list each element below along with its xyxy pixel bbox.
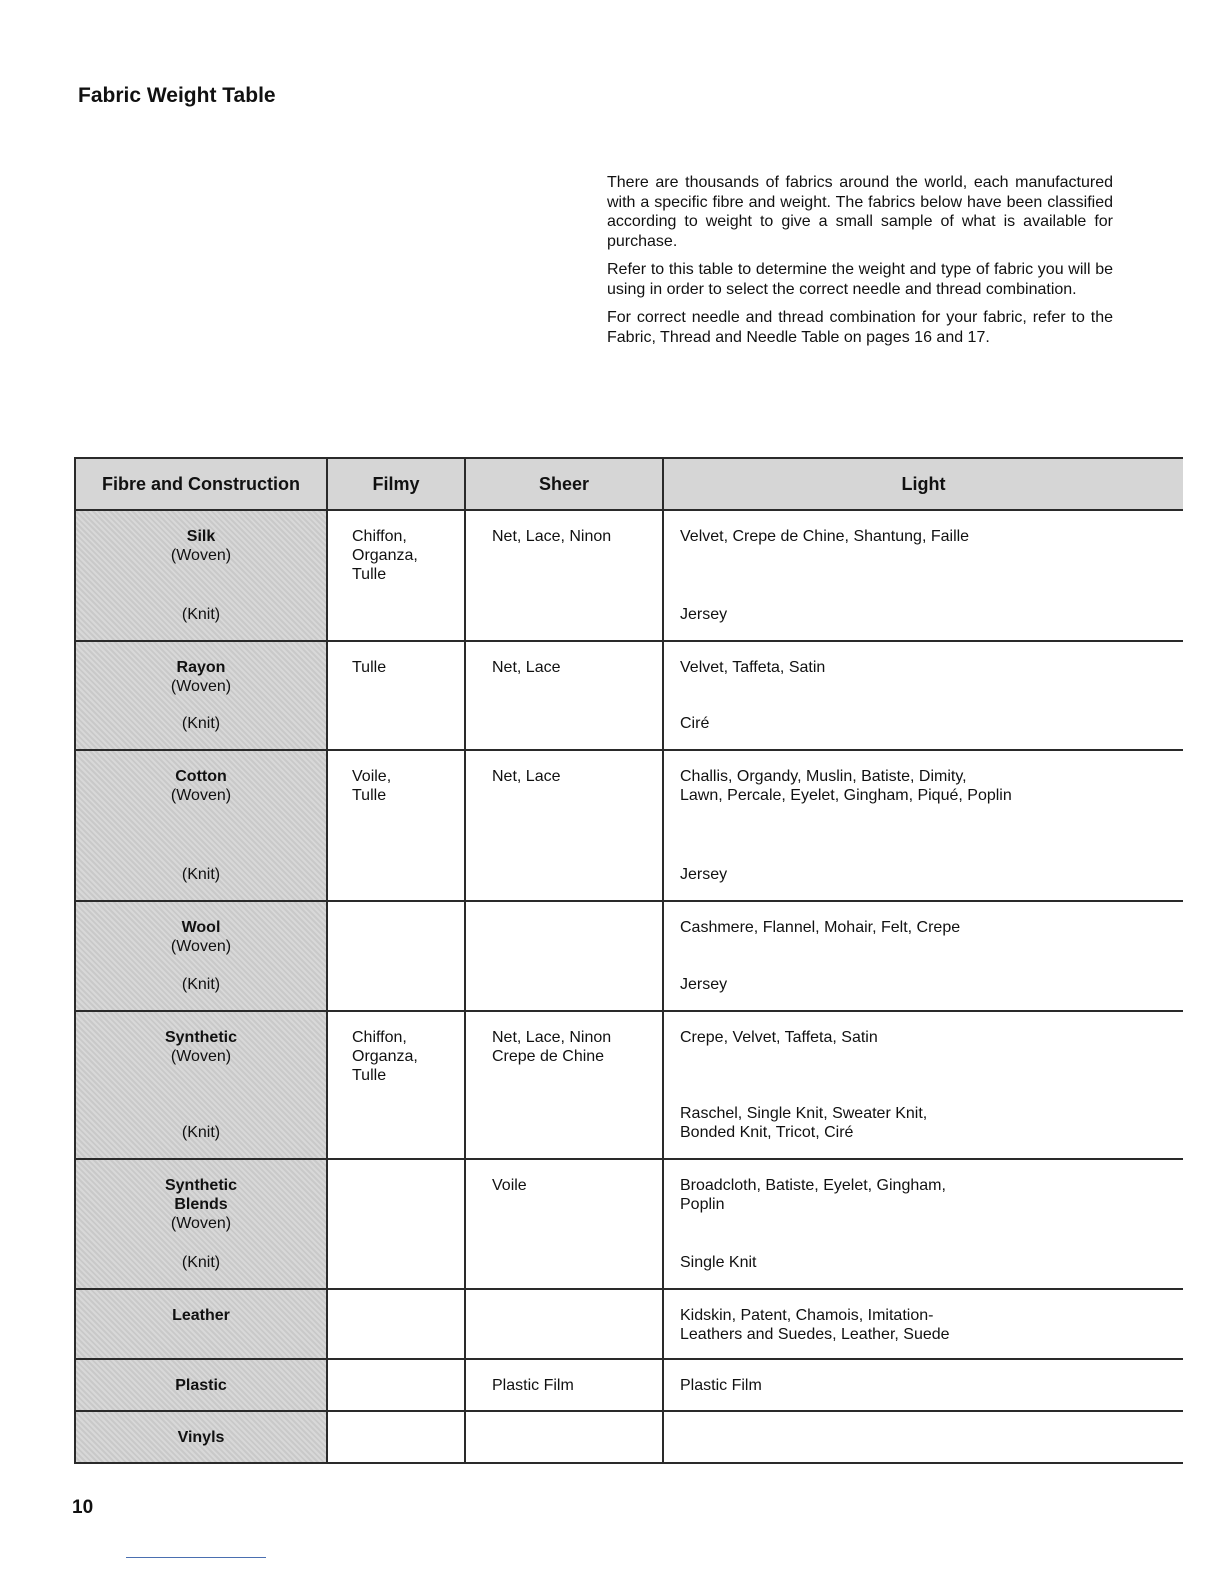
table-row: [75, 750, 1183, 901]
fibre-name: Synthetic Blends: [164, 1177, 237, 1213]
light-woven-value: Crepe, Velvet, Taffeta, Satin: [680, 1029, 878, 1046]
light-knit-value: Jersey: [680, 976, 728, 993]
construction-knit: (Knit): [181, 606, 221, 623]
filmy-cell: [327, 1289, 465, 1359]
light-cell: [663, 1289, 1183, 1359]
construction-knit: (Knit): [181, 1124, 221, 1141]
construction-woven: (Woven): [170, 547, 232, 564]
light-cell: [663, 641, 1183, 750]
construction-woven: (Woven): [170, 938, 232, 955]
light-woven-value: Kidskin, Patent, Chamois, Imitation- Leathers and Suedes, Leather, Suede: [680, 1307, 950, 1343]
construction-knit: (Knit): [181, 866, 221, 883]
sheer-cell: [465, 1359, 663, 1411]
filmy-value: Chiffon, Organza, Tulle: [352, 1029, 418, 1084]
light-woven-value: Velvet, Taffeta, Satin: [680, 659, 826, 676]
filmy-value: Voile, Tulle: [352, 768, 392, 804]
table-row: [75, 510, 1183, 641]
intro-paragraph: Refer to this table to determine the weight and type of fabric you will be using in order to select the correct needle and thread combination.: [607, 261, 1113, 298]
light-cell: [663, 1159, 1183, 1289]
fibre-cell: [75, 750, 327, 901]
table-row: [75, 1011, 1183, 1159]
sheer-value: Net, Lace: [492, 659, 561, 676]
filmy-cell: [327, 1359, 465, 1411]
intro-text: [607, 173, 1113, 356]
light-cell: [663, 750, 1183, 901]
table-row: [75, 641, 1183, 750]
fibre-cell: [75, 901, 327, 1011]
sheer-cell: [465, 641, 663, 750]
light-knit-value: Ciré: [680, 715, 710, 732]
page-number: 10: [72, 1497, 94, 1518]
sheer-cell: [465, 1289, 663, 1359]
construction-woven: (Woven): [170, 1048, 232, 1065]
sheer-value: Plastic Film: [492, 1377, 574, 1394]
fibre-cell: [75, 510, 327, 641]
filmy-cell: [327, 1159, 465, 1289]
sheer-value: Net, Lace, Ninon: [492, 528, 612, 545]
sheer-value: Net, Lace: [492, 768, 561, 785]
header-light: Light: [663, 458, 1183, 510]
light-knit-value: Single Knit: [680, 1254, 757, 1271]
sheer-cell: [465, 901, 663, 1011]
construction-knit: (Knit): [181, 715, 221, 732]
sheer-value: Net, Lace, Ninon Crepe de Chine: [492, 1029, 612, 1065]
header-fibre: Fibre and Construction: [75, 458, 327, 510]
table-row: [75, 1289, 1183, 1359]
sheer-cell: [465, 1159, 663, 1289]
construction-woven: (Woven): [170, 678, 232, 695]
light-woven-value: Broadcloth, Batiste, Eyelet, Gingham, Poplin: [680, 1177, 946, 1213]
header-sheer: Sheer: [465, 458, 663, 510]
fibre-cell: [75, 1159, 327, 1289]
fibre-name: Plastic: [175, 1377, 227, 1394]
construction-knit: (Knit): [181, 976, 221, 993]
light-cell: [663, 1411, 1183, 1463]
light-cell: [663, 901, 1183, 1011]
light-cell: [663, 1359, 1183, 1411]
filmy-cell: [327, 750, 465, 901]
light-woven-value: Velvet, Crepe de Chine, Shantung, Faille: [680, 528, 970, 545]
filmy-cell: [327, 901, 465, 1011]
filmy-cell: [327, 1411, 465, 1463]
filmy-cell: [327, 510, 465, 641]
fibre-name: Leather: [172, 1307, 230, 1324]
fibre-cell: [75, 641, 327, 750]
table-header-row: [75, 458, 1183, 510]
sheer-cell: [465, 1411, 663, 1463]
page-title: Fabric Weight Table: [78, 84, 276, 107]
sheer-cell: [465, 510, 663, 641]
table-row: [75, 1359, 1183, 1411]
light-knit-value: Raschel, Single Knit, Sweater Knit, Bonded Knit, Tricot, Ciré: [680, 1105, 928, 1141]
construction-woven: (Woven): [170, 1215, 232, 1232]
light-woven-value: Plastic Film: [680, 1377, 762, 1394]
fibre-name: Cotton: [175, 768, 227, 785]
table-row: [75, 901, 1183, 1011]
construction-knit: (Knit): [181, 1254, 221, 1271]
table-row: [75, 1411, 1183, 1463]
fibre-cell: [75, 1359, 327, 1411]
intro-paragraph: For correct needle and thread combination for your fabric, refer to the Fabric, Thread and Needle Table on pages 16 and 17.: [607, 309, 1113, 346]
fibre-name: Synthetic: [164, 1029, 237, 1046]
filmy-cell: [327, 1011, 465, 1159]
fibre-cell: [75, 1411, 327, 1463]
filmy-value: Tulle: [352, 659, 387, 676]
sheer-value: Voile: [492, 1177, 527, 1194]
light-cell: [663, 510, 1183, 641]
light-cell: [663, 1011, 1183, 1159]
footer-rule: [126, 1557, 266, 1558]
fibre-name: Silk: [186, 528, 216, 545]
filmy-value: Chiffon, Organza, Tulle: [352, 528, 418, 583]
fibre-cell: [75, 1289, 327, 1359]
light-knit-value: Jersey: [680, 866, 728, 883]
table-row: [75, 1159, 1183, 1289]
header-filmy: Filmy: [327, 458, 465, 510]
light-woven-value: Challis, Organdy, Muslin, Batiste, Dimity, Lawn, Percale, Eyelet, Gingham, Piqué, Poplin: [680, 768, 1012, 804]
sheer-cell: [465, 1011, 663, 1159]
light-knit-value: Jersey: [680, 606, 728, 623]
fibre-name: Vinyls: [177, 1429, 225, 1446]
fibre-name: Rayon: [176, 659, 226, 676]
sheer-cell: [465, 750, 663, 901]
fabric-weight-table: [74, 457, 1183, 1464]
intro-paragraph: There are thousands of fabrics around the world, each manufactured with a specific fibre and weight. The fabrics below have been classified according to weight to give a small sample of what is available for purchase.: [607, 174, 1113, 250]
fibre-name: Wool: [181, 919, 221, 936]
filmy-cell: [327, 641, 465, 750]
construction-woven: (Woven): [170, 787, 232, 804]
light-woven-value: Cashmere, Flannel, Mohair, Felt, Crepe: [680, 919, 961, 936]
fibre-cell: [75, 1011, 327, 1159]
